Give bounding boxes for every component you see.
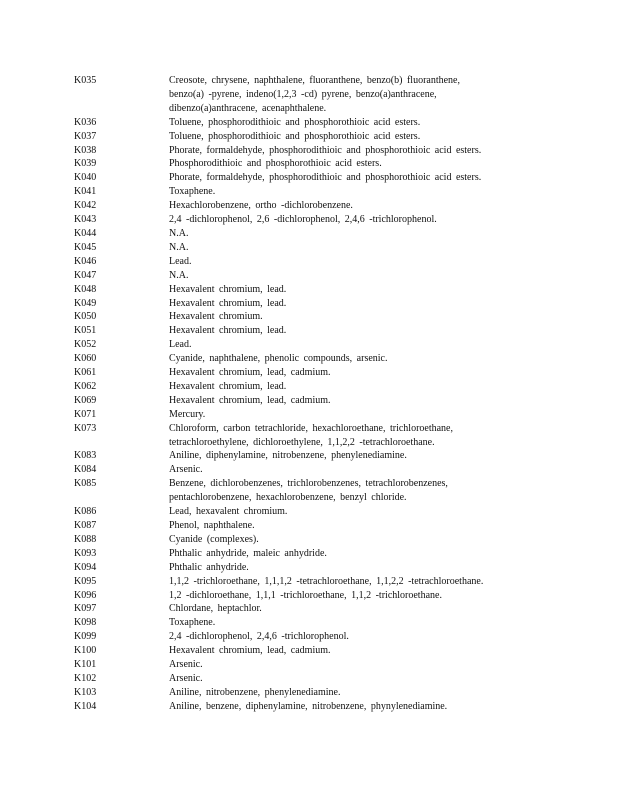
constituent-line: N.A.	[169, 241, 189, 253]
waste-code: K040	[74, 172, 97, 184]
constituent-line: Benzene, dichlorobenzenes, trichlorobenzenes, tetrachlorobenzenes,	[169, 478, 448, 490]
table-row	[74, 269, 544, 283]
constituent-line: Hexavalent chromium, lead.	[169, 297, 287, 309]
table-row	[74, 213, 544, 227]
waste-code: K102	[74, 672, 97, 684]
table-row	[74, 310, 544, 324]
hazardous-constituents	[169, 116, 544, 130]
table-row	[74, 297, 544, 311]
constituent-line: Toxaphene.	[169, 186, 216, 198]
hazardous-constituents	[169, 686, 544, 700]
constituent-line: Phthalic anhydride, maleic anhydride.	[169, 547, 327, 559]
waste-code: K035	[74, 75, 97, 86]
waste-code: K085	[74, 478, 97, 490]
table-row	[74, 463, 544, 477]
constituent-line: Lead.	[169, 339, 192, 351]
waste-code: K045	[74, 241, 97, 253]
waste-code: K046	[74, 255, 97, 267]
hazardous-constituents	[169, 408, 544, 422]
table-row	[74, 547, 544, 561]
constituent-line: N.A.	[169, 227, 189, 239]
hazardous-constituents	[169, 616, 544, 630]
constituent-line: Mercury.	[169, 408, 206, 420]
hazardous-constituents	[169, 463, 544, 477]
hazardous-constituents	[169, 449, 544, 463]
waste-code: K088	[74, 533, 97, 545]
hazardous-constituents	[169, 700, 544, 714]
table-row	[74, 324, 544, 338]
constituent-line: Aniline, diphenylamine, nitrobenzene, phenylenediamine.	[169, 450, 407, 462]
hazardous-constituents	[169, 199, 544, 213]
waste-code: K060	[74, 353, 97, 365]
hazardous-constituents	[169, 422, 544, 450]
waste-code: K049	[74, 297, 97, 309]
hazardous-constituents	[169, 74, 544, 116]
waste-code: K041	[74, 186, 97, 198]
hazardous-constituents	[169, 575, 544, 589]
waste-code: K044	[74, 227, 97, 239]
waste-code: K036	[74, 116, 97, 128]
constituent-line: Hexavalent chromium, lead, cadmium.	[169, 394, 331, 406]
table-row	[74, 408, 544, 422]
waste-code: K095	[74, 575, 97, 587]
waste-code: K048	[74, 283, 97, 295]
waste-code: K069	[74, 394, 97, 406]
constituent-line: 1,1,2 -trichloroethane, 1,1,1,2 -tetrachloroethane, 1,1,2,2 -tetrachloroethane.	[169, 575, 484, 587]
table-row	[74, 130, 544, 144]
hazardous-constituents	[169, 366, 544, 380]
waste-code: K100	[74, 645, 97, 657]
hazardous-constituents	[169, 283, 544, 297]
waste-code: K101	[74, 659, 97, 671]
hazardous-constituents	[169, 547, 544, 561]
table-row	[74, 422, 544, 450]
constituent-line: Arsenic.	[169, 672, 203, 684]
table-row	[74, 116, 544, 130]
hazardous-constituents	[169, 672, 544, 686]
table-row	[74, 575, 544, 589]
hazardous-constituents	[169, 477, 544, 505]
constituent-line: Hexavalent chromium, lead.	[169, 325, 287, 337]
waste-code: K093	[74, 547, 97, 559]
table-row	[74, 477, 544, 505]
table-row	[74, 533, 544, 547]
table-row	[74, 602, 544, 616]
constituent-line: dibenzo(a)anthracene, acenaphthalene.	[169, 102, 327, 114]
constituent-line: 2,4 -dichlorophenol, 2,6 -dichlorophenol, 2,4,6 -trichlorophenol.	[169, 214, 437, 226]
waste-code: K073	[74, 422, 97, 434]
hazardous-constituents	[169, 227, 544, 241]
hazardous-constituents	[169, 380, 544, 394]
waste-code: K103	[74, 686, 97, 698]
constituent-line: Arsenic.	[169, 464, 203, 476]
constituent-line: Phorate, formaldehyde, phosphorodithioic and phosphorothioic acid esters.	[169, 172, 482, 184]
constituent-line: 1,2 -dichloroethane, 1,1,1 -trichloroethane, 1,1,2 -trichloroethane.	[169, 589, 442, 601]
hazardous-constituents	[169, 602, 544, 616]
table-row	[74, 366, 544, 380]
table-row	[74, 561, 544, 575]
constituent-line: Phorate, formaldehyde, phosphorodithioic and phosphorothioic acid esters.	[169, 144, 482, 156]
table-row	[74, 589, 544, 603]
hazardous-constituents	[169, 561, 544, 575]
waste-code: K086	[74, 506, 97, 518]
waste-code: K083	[74, 450, 97, 462]
waste-code: K099	[74, 631, 97, 643]
table-row	[74, 700, 544, 714]
hazardous-constituents	[169, 519, 544, 533]
constituent-line: Toluene, phosphorodithioic and phosphorothioic acid esters.	[169, 130, 421, 142]
hazardous-constituents	[169, 310, 544, 324]
table-row	[74, 658, 544, 672]
waste-code: K042	[74, 200, 97, 212]
table-row	[74, 519, 544, 533]
hazardous-constituents	[169, 269, 544, 283]
constituent-line: Aniline, nitrobenzene, phenylenediamine.	[169, 686, 341, 698]
waste-code: K061	[74, 367, 97, 379]
table-row	[74, 255, 544, 269]
hazardous-constituents	[169, 297, 544, 311]
table-row	[74, 644, 544, 658]
constituent-line: Arsenic.	[169, 659, 203, 671]
constituent-line: Toxaphene.	[169, 617, 216, 629]
hazardous-constituents	[169, 130, 544, 144]
table-row	[74, 616, 544, 630]
hazardous-constituents	[169, 589, 544, 603]
waste-code: K062	[74, 380, 97, 392]
waste-code: K071	[74, 408, 97, 420]
table-row	[74, 241, 544, 255]
waste-code: K052	[74, 339, 97, 351]
table-row	[74, 672, 544, 686]
hazardous-constituents	[169, 338, 544, 352]
hazardous-constituents	[169, 644, 544, 658]
table-row	[74, 185, 544, 199]
hazardous-waste-constituent-table	[74, 74, 544, 714]
constituent-line: Hexachlorobenzene, ortho -dichlorobenzene.	[169, 200, 353, 212]
hazardous-constituents	[169, 213, 544, 227]
waste-code: K084	[74, 464, 97, 476]
constituent-line: 2,4 -dichlorophenol, 2,4,6 -trichlorophenol.	[169, 631, 349, 643]
table-row	[74, 449, 544, 463]
table-row	[74, 283, 544, 297]
hazardous-constituents	[169, 658, 544, 672]
constituent-line: Hexavalent chromium.	[169, 311, 263, 323]
waste-code: K094	[74, 561, 97, 573]
waste-code: K097	[74, 603, 97, 615]
table-row	[74, 199, 544, 213]
constituent-line: Hexavalent chromium, lead, cadmium.	[169, 645, 331, 657]
constituent-line: Hexavalent chromium, lead, cadmium.	[169, 367, 331, 379]
table-row	[74, 630, 544, 644]
table-row	[74, 380, 544, 394]
table-row	[74, 74, 544, 116]
hazardous-constituents	[169, 241, 544, 255]
constituent-line: benzo(a) -pyrene, indeno(1,2,3 -cd) pyrene, benzo(a)anthracene,	[169, 88, 437, 100]
constituent-line: N.A.	[169, 269, 189, 281]
hazardous-constituents	[169, 505, 544, 519]
constituent-line: Cyanide (complexes).	[169, 533, 259, 545]
table-row	[74, 338, 544, 352]
constituent-line: Toluene, phosphorodithioic and phosphorothioic acid esters.	[169, 116, 421, 128]
constituent-line: Hexavalent chromium, lead.	[169, 380, 287, 392]
constituent-line: Hexavalent chromium, lead.	[169, 283, 287, 295]
constituent-line: tetrachloroethylene, dichloroethylene, 1,1,2,2 -tetrachloroethane.	[169, 436, 435, 448]
hazardous-constituents	[169, 171, 544, 185]
constituent-line: Cyanide, naphthalene, phenolic compounds, arsenic.	[169, 353, 388, 365]
constituent-line: Lead, hexavalent chromium.	[169, 506, 288, 518]
constituent-line: Chloroform, carbon tetrachloride, hexachloroethane, trichloroethane,	[169, 422, 453, 434]
waste-code: K087	[74, 520, 97, 531]
waste-code: K037	[74, 130, 97, 142]
table-row	[74, 505, 544, 519]
hazardous-constituents	[169, 157, 544, 171]
table-row	[74, 394, 544, 408]
table-row	[74, 227, 544, 241]
hazardous-constituents	[169, 394, 544, 408]
hazardous-constituents	[169, 630, 544, 644]
hazardous-constituents	[169, 533, 544, 547]
waste-code: K096	[74, 589, 97, 601]
hazardous-constituents	[169, 144, 544, 158]
constituent-line: Lead.	[169, 255, 192, 267]
table-row	[74, 352, 544, 366]
table-row	[74, 171, 544, 185]
constituent-line: Creosote, chrysene, naphthalene, fluoranthene, benzo(b) fluoranthene,	[169, 75, 460, 86]
hazardous-constituents	[169, 255, 544, 269]
constituent-line: Phenol, naphthalene.	[169, 520, 255, 531]
constituent-line: Aniline, benzene, diphenylamine, nitrobenzene, phynylenediamine.	[169, 700, 448, 712]
hazardous-constituents	[169, 352, 544, 366]
constituent-line: pentachlorobenzene, hexachlorobenzene, benzyl chloride.	[169, 492, 407, 504]
hazardous-constituents	[169, 324, 544, 338]
table-row	[74, 686, 544, 700]
table-row	[74, 144, 544, 158]
waste-code: K043	[74, 214, 97, 226]
waste-code: K047	[74, 269, 97, 281]
constituent-line: Chlordane, heptachlor.	[169, 603, 262, 615]
constituent-line: Phosphorodithioic and phosphorothioic acid esters.	[169, 158, 382, 170]
waste-code: K104	[74, 700, 97, 712]
waste-code: K039	[74, 158, 97, 170]
hazardous-constituents	[169, 185, 544, 199]
constituent-line: Phthalic anhydride.	[169, 561, 249, 573]
table-row	[74, 157, 544, 171]
waste-code: K038	[74, 144, 97, 156]
waste-code: K098	[74, 617, 97, 629]
waste-code: K051	[74, 325, 97, 337]
waste-code: K050	[74, 311, 97, 323]
